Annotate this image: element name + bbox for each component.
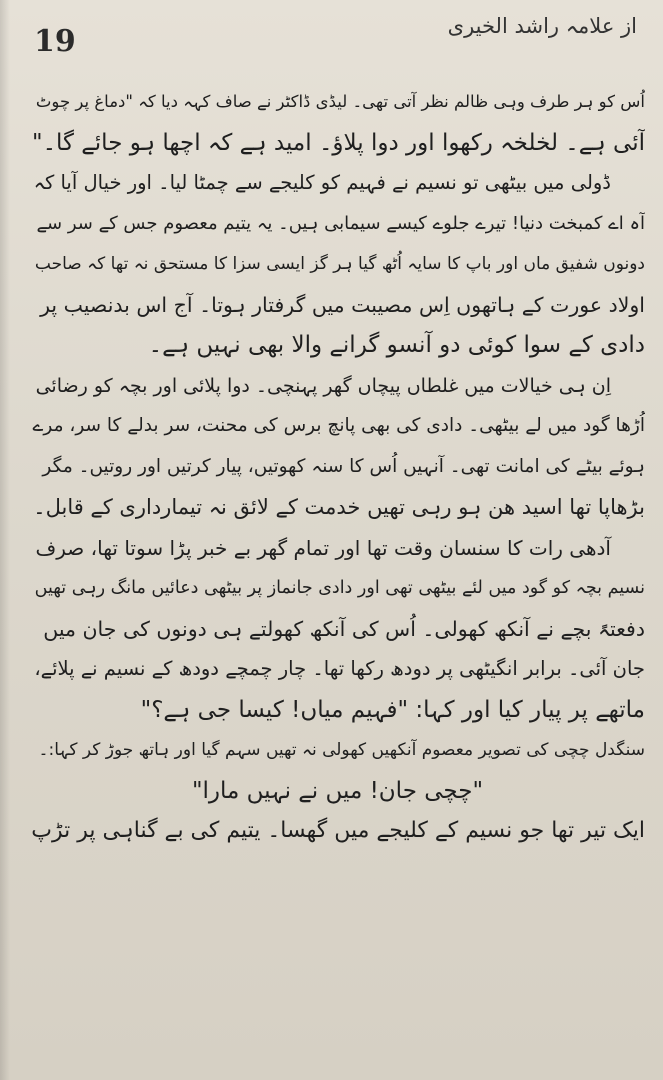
text-line-14: دفعتہً بچے نے آنکھ کھولی۔ اُس کی آنکھ کھولتے ہی دونوں کی جان میں	[43, 616, 645, 641]
page-header	[0, 10, 663, 70]
text-line-17: سنگدل چچی کی تصویر معصوم آنکھیں کھولی نہ تھیں سہم گیا اور ہاتھ جوڑ کر کہا:۔	[38, 740, 645, 760]
page-body-text	[30, 82, 645, 852]
text-line-1: اُس کو ہر طرف وہی ظالم نظر آتی تھی۔ لیڈی ڈاکٹر نے صاف کہہ دیا کہ "دماغ پر چوٹ	[35, 92, 645, 111]
text-line-4: آہ اے کمبخت دنیا! تیرے جلوے کیسے سیمابی ہیں۔ یہ یتیم معصوم جس کے سر سے	[36, 212, 645, 234]
text-line-11: بڑھاپا تھا اسید ھن ہو رہی تھیں خدمت کے لائق نہ تیمارداری کے قابل۔	[33, 495, 645, 519]
text-line-2: آئی ہے۔ لخلخہ رکھوا اور دوا پلاؤ۔ امید ہے کہ اچھا ہو جائے گا۔"	[31, 129, 645, 156]
page-number: 19	[34, 24, 76, 59]
page-edge-shadow	[0, 0, 10, 1080]
text-line-16: ماتھے پر پیار کیا اور کہا: "فہیم میاں! کیسا جی ہے؟"	[140, 696, 645, 723]
text-line-15: جان آئی۔ برابر انگیٹھی پر دودھ رکھا تھا۔ چار چمچے دودھ کے نسیم نے پلائے،	[34, 657, 645, 680]
text-line-12: آدھی رات کا سنسان وقت تھا اور تمام گھر بے خبر پڑا سوتا تھا، صرف	[35, 535, 611, 560]
text-line-18: "چچی جان! میں نے نہیں مارا"	[191, 777, 484, 804]
text-line-6: اولاد عورت کے ہاتھوں اِس مصیبت میں گرفتار ہوتا۔ آج اس بدنصیب پر	[40, 292, 645, 317]
text-line-7: دادی کے سوا کوئی دو آنسو گرانے والا بھی نہیں ہے۔	[148, 332, 645, 358]
text-line-3: ڈولی میں بیٹھی تو نسیم نے فہیم کو کلیجے سے چمٹا لیا۔ اور خیال آیا کہ	[33, 171, 611, 194]
text-line-13: نسیم بچہ کو گود میں لئے بیٹھی تھی اور دادی جانماز پر بیٹھی دعائیں مانگ رہی تھیں	[34, 578, 645, 598]
running-head-author: از علامہ راشد الخیری	[447, 14, 637, 38]
text-line-9: اُڑھا گود میں لے بیٹھی۔ دادی کی بھی پانچ برس کی محنت، سر بدلے کا سر، مرے	[32, 415, 645, 436]
text-line-10: ہوئے بیٹے کی امانت تھی۔ آنہیں اُس کا سنہ کھوتیں، پیار کرتیں اور روتیں۔ مگر	[42, 455, 645, 477]
text-line-8: اِن ہی خیالات میں غلطاں پیچاں گھر پہنچی۔ دوا پلائی اور بچہ کو رضائی	[35, 374, 611, 397]
text-line-5: دونوں شفیق ماں اور باپ کا سایہ اُٹھ گیا ہر گز ایسی سزا کا مستحق نہ تھا کہ صاحب	[34, 254, 645, 274]
text-line-19: ایک تیر تھا جو نسیم کے کلیجے میں گھسا۔ یتیم کی بے گناہی پر تڑپ	[31, 818, 645, 843]
